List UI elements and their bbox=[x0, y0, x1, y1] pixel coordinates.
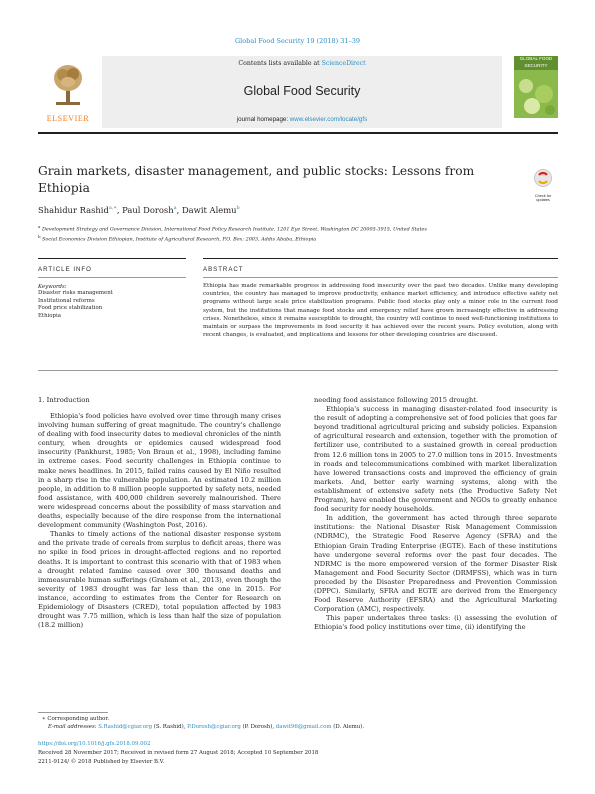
body-paragraph: In addition, the government has acted through three separate institutions: the National Disaster Risk Management Commission (NDRMC), the Strategic Food Reserve Agency (SFRA) and the Ethiopian Grain Trading Enterprise (EGTE). Each of these institutions have undergone several reforms over the past four decades. The NDRMC is the more empowered version of the former Disaster Risk Management and Food Security Sector (DRMFSS), which was in turn preceded by the Disaster Preparedness and Prevention Commission (DPPC). Similarly, SFRA and EGTE are derived from the Emergency Food Reserve Authority (EFSRA) and the Agricultural Marketing Corporation (AMC), respectively. bbox=[314, 514, 557, 614]
author-name[interactable]: Paul Dorosh bbox=[122, 205, 174, 215]
elsevier-tree-icon bbox=[52, 62, 84, 106]
affiliation-text: Development Strategy and Governance Division, International Food Policy Research Institute, 1201 Eye Street, Washington DC 20005-3915, United States bbox=[41, 226, 427, 233]
author-marks[interactable]: b bbox=[236, 205, 240, 212]
abstract-text: Ethiopia has made remarkable progress in addressing food insecurity over the past two decades. Unlike many developing countries, the country has managed to improve productivity, enhance market efficiency, and introduce effective safety net programs without large scale price stabilization programs. Public food stocks play only a minor role in the current food system, but the institutions that manage food stocks and emergency relief have grown increasingly effective in addressing crises. Nonetheless, since it remains susceptible to drought, the country will continue to need well-functioning institutions to maintain or surpass the improvements in food security it has achieved over the recent years. Policy evolution, along with recent changes, is evaluated, and implications and lessons for other developing countries are discussed. bbox=[203, 283, 558, 339]
author-marks[interactable]: a,∗ bbox=[108, 205, 117, 212]
author-name[interactable]: Shahidur Rashid bbox=[38, 205, 109, 215]
cover-title: GLOBAL FOOD SECURITY bbox=[514, 56, 558, 70]
elsevier-wordmark: ELSEVIER bbox=[46, 114, 90, 123]
author-name[interactable]: Dawit Alemu bbox=[181, 205, 237, 215]
check-updates-icon bbox=[529, 168, 557, 190]
check-updates-label: Check for updates bbox=[534, 194, 552, 203]
body-right-column bbox=[314, 396, 557, 632]
homepage-link[interactable]: www.elsevier.com/locate/gfs bbox=[289, 116, 368, 123]
keyword: Ethiopia bbox=[38, 312, 61, 319]
elsevier-logo[interactable] bbox=[38, 56, 98, 128]
keyword: Institutional reforms bbox=[38, 297, 95, 304]
email-link[interactable]: P.Dorosh@cgiar.org bbox=[187, 724, 241, 730]
doi-link[interactable]: https://doi.org/10.1016/j.gfs.2018.09.002 bbox=[38, 741, 151, 747]
body-left-column bbox=[38, 412, 281, 630]
abstract-rule bbox=[203, 258, 558, 259]
article-info-rule bbox=[38, 258, 186, 259]
email-owner: (S. Rashid), bbox=[153, 724, 186, 730]
abstract-bottom-rule bbox=[38, 370, 558, 371]
keyword: Disaster risks management bbox=[38, 290, 113, 296]
received-dates: Received 28 November 2017; Received in revised form 27 August 2018; Accepted 10 September 2018 bbox=[38, 750, 319, 756]
author-list: Shahidur Rashid$^{a,∗}$, Paul Dorosh$^a$, Dawit Alemu$^b$ bbox=[38, 205, 240, 215]
body-paragraph: needing food assistance following 2015 drought. bbox=[314, 396, 479, 404]
contents-line bbox=[102, 60, 502, 67]
cover-art-icon bbox=[514, 72, 558, 118]
email-link[interactable]: dawit96@gmail.com bbox=[275, 724, 332, 730]
article-title: Grain markets, disaster management, and public stocks: Lessons from Ethiopia bbox=[38, 164, 475, 195]
header-rule bbox=[38, 132, 558, 134]
footnote-rule bbox=[38, 712, 108, 713]
affiliation-text: Social Economics Division Ethiopian, Institute of Agricultural Research, P.O. Box: 2003, Addis Ababa, Ethiopia bbox=[42, 236, 317, 243]
contents-prefix: Contents lists available at bbox=[238, 60, 322, 67]
sciencedirect-link[interactable]: ScienceDirect bbox=[321, 60, 366, 67]
abstract-underline bbox=[203, 277, 558, 278]
affiliation-mark: a bbox=[38, 224, 41, 229]
email-link[interactable]: S.Rashid@cgiar.org bbox=[98, 724, 153, 730]
body-paragraph: This paper undertakes three tasks: (i) assessing the evolution of Ethiopia's food policy institutions over time, (ii) identifying the bbox=[314, 614, 557, 632]
article-info-underline bbox=[38, 277, 186, 278]
article-info-label: ARTICLE INFO bbox=[38, 266, 92, 273]
journal-header bbox=[38, 56, 558, 130]
keyword: Food price stabilization bbox=[38, 305, 103, 312]
journal-cover-thumbnail[interactable] bbox=[514, 56, 558, 118]
copyright: 2211-9124/ © 2018 Published by Elsevier B.V. bbox=[38, 759, 165, 765]
affiliation bbox=[38, 224, 558, 233]
section-heading: 1. Introduction bbox=[38, 396, 90, 404]
body-paragraph: Ethiopia's success in managing disaster-related food insecurity is the result of adopting a comprehensive set of food policies that goes far beyond traditional agricultural pricing and subsidy policies. Expansion of agricultural research and extension, together with the promotion of fertilizer use, contributed to a sustained growth in cereal production from 12.6 million tons in 2005 to 27.0 million tons in 2015. Investments in roads and telecommunications combined with market liberalization have lowered transactions costs and improved the efficiency of grain markets. And, better early warning systems, along with the establishment of extensive safety nets (the Productive Safety Net Program), have enabled the government and NGOs to greatly enhance food security for needy households. bbox=[314, 405, 557, 514]
author-marks[interactable]: a bbox=[173, 205, 177, 212]
email-owner: (P. Dorosh), bbox=[242, 724, 275, 730]
abstract-label: ABSTRACT bbox=[203, 266, 244, 273]
check-for-updates-badge[interactable] bbox=[529, 168, 557, 203]
keywords-heading: Keywords: bbox=[38, 284, 67, 290]
email-owner: (D. Alemu). bbox=[333, 724, 365, 730]
keywords-block bbox=[38, 284, 188, 320]
email-line bbox=[48, 724, 568, 732]
body-paragraph: Ethiopia's food policies have evolved over time through many crises involving human suffering of great magnitude. The country's challenge of dealing with food insecurity dates to medieval chronicles of the ninth century, when droughts or epidemics caused widespread food insecurity (Pankhurst, 1985; Von Braun et al., 1998), including famine in extreme cases. Food security challenges in Ethiopia continue to make news headlines. In 2015, failed rains caused by El Niño resulted in a sharp rise in the vulnerable population. An estimated 10.2 million people, in addition to 8 million people supported by safety nets, needed food assistance, with 400,000 children severely malnourished. There were widespread concerns about the possibility of mass starvation and deaths, especially because of the dire response from the international development community (Washington Post, 2016). bbox=[38, 412, 281, 530]
affiliation-mark: b bbox=[38, 234, 41, 239]
homepage-line bbox=[102, 116, 502, 123]
body-paragraph: Thanks to timely actions of the national disaster response system and the private trade of cereals from surplus to deficit areas, there was no spike in food prices in drought-affected regions and no reported deaths. It is important to contrast this scenario with that of 1983 when a drought related famine caused over 300 thousand deaths and immeasurable human sufferings (Graham et al., 2013), even though the severity of 1983 drought was far less than the one in 2015. For instance, according to estimates from the Center for Research on Epidemiology of Disasters (CRED), total population affected by 1983 drought was 7.75 million, which is less than half the size of population (18.2 million) bbox=[38, 530, 281, 630]
journal-reference[interactable]: Global Food Security 19 (2018) 31–39 bbox=[234, 37, 361, 45]
corresponding-note: ∗ Corresponding author. bbox=[42, 716, 110, 722]
homepage-prefix: journal homepage: bbox=[236, 116, 290, 123]
affiliation bbox=[38, 234, 558, 243]
journal-name: Global Food Security bbox=[243, 84, 361, 98]
email-label: E-mail addresses: bbox=[48, 724, 99, 730]
